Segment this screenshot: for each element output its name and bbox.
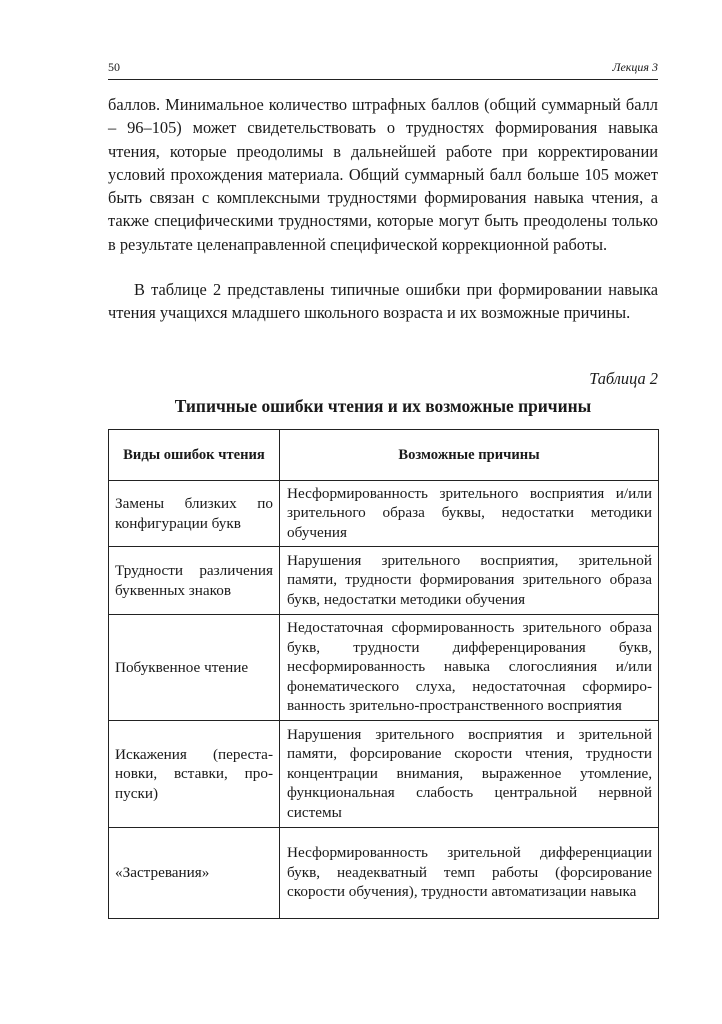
table-title: Типичные ошибки чтения и их возможные причины — [174, 396, 592, 416]
table-row — [109, 481, 659, 547]
cause-cell: Нарушения зрительного восприятия, зрительной памяти, трудности формирования зрительного образа букв, недостатки методики обучения — [280, 547, 659, 615]
header-error-types: Виды ошибок чтения — [109, 430, 280, 481]
cause-cell: Нарушения зрительного восприятия и зрительной памяти, форсирование скорости чтения, трудности концентрации внимания, выраженное утомление, функциональная слабость центральной нервной системы — [280, 721, 659, 828]
table-caption: Таблица 2 — [589, 369, 658, 388]
running-header — [108, 60, 658, 80]
cause-cell: Несформированность зрительного восприятия и/или зрительного образа буквы, недостатки методики обучения — [280, 481, 659, 547]
cause-cell: Недостаточная сформированность зрительного образа букв, трудности дифференцирования букв, несформированность навыка слогослияния и/или фонематического слуха, недостаточная сформированность зрительно-пространственного восприятия — [280, 615, 659, 721]
error-type-cell: Замены близких по конфигурации букв — [109, 481, 280, 547]
error-type-cell: «Застревания» — [109, 828, 280, 919]
table-row — [109, 547, 659, 615]
body-paragraph-1: баллов. Минимальное количество штрафных баллов (общий суммарный балл – 96–105) может свидетельствовать о трудностях формирования навыка чтения, которые преодолимы в дальнейшей работе при корректировании условий прохождения материала. Общий суммарный балл больше 105 может быть связан с комплексными трудностями формирования навыка чтения, а также специфическими трудностями, которые могут быть преодолены только в результате целенаправленной специфической коррекционной работы. — [108, 95, 658, 254]
header-possible-causes: Возможные причины — [280, 430, 659, 481]
body-paragraph-2: В таблице 2 представлены типичные ошибки при формировании навыка чтения учащихся младшего школьного возраста и их возможные причины. — [108, 280, 658, 323]
table-header-row — [109, 430, 659, 481]
error-type-cell: Искажения (перестановки, вставки, пропуски) — [109, 721, 280, 828]
page-number: 50 — [108, 60, 120, 74]
table-row — [109, 721, 659, 828]
cause-cell: Несформированность зрительной дифференциации букв, неадекватный темп работы (форсирование скорости обучения), трудности автоматизации навыка — [280, 828, 659, 919]
table-row — [109, 828, 659, 919]
errors-table — [108, 429, 659, 919]
error-type-cell: Побуквенное чтение — [109, 615, 280, 721]
lecture-label: Лекция 3 — [612, 60, 658, 74]
table-row — [109, 615, 659, 721]
error-type-cell: Трудности различения буквенных знаков — [109, 547, 280, 615]
